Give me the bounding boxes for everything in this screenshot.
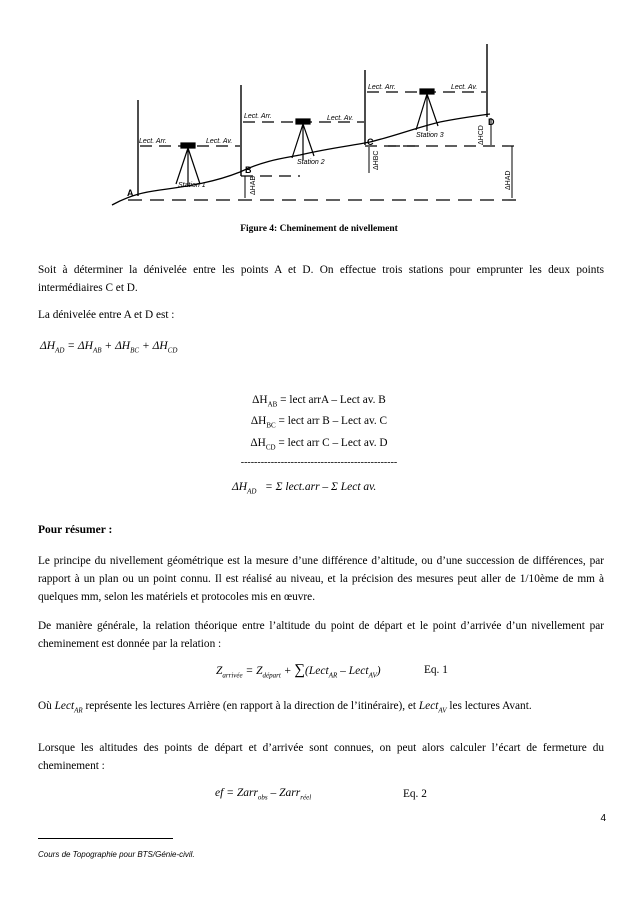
label-point-a: A bbox=[127, 188, 134, 198]
label-station3: Station 3 bbox=[416, 132, 444, 139]
label-point-b: B bbox=[245, 165, 252, 175]
section-heading: Pour résumer : bbox=[38, 524, 113, 536]
label-dh-ab: ΔHAB bbox=[250, 175, 257, 195]
paragraph-relation: De manière générale, la relation théorique entre l’altitude du point de départ et le point d’arrivée d’un nivellement par cheminement est donnée par la relation : bbox=[38, 620, 604, 650]
label-point-d: D bbox=[488, 117, 495, 127]
footer-text: Cours de Topographie pour BTS/Génie-civil. bbox=[38, 850, 195, 859]
tripod-station2 bbox=[292, 119, 314, 160]
figure-caption: Figure 4: Cheminement de nivellement bbox=[240, 224, 398, 234]
equation-2: ef = Zarr$_{obs}$ – Zarr$_{réel}$ bbox=[215, 787, 312, 802]
separator-line: ----------------------------------------------- bbox=[240, 457, 398, 468]
equation-1-label: Eq. 1 bbox=[424, 664, 448, 676]
line-dh-bc: $\Delta H_{BC}$ = lect arr B – Lect av. C bbox=[250, 415, 388, 430]
line-dh-ab: $\Delta H_{AB}$ = lect arrA – Lect av. B bbox=[252, 394, 386, 409]
denivelee-intro: La dénivelée entre A et D est : bbox=[38, 309, 175, 321]
label-lect-arr-1: Lect. Arr. bbox=[139, 138, 167, 145]
formula-sum: $\Delta H_{AD}$ = Σ lect.arr – Σ Lect av. bbox=[232, 481, 377, 496]
paragraph-principle: Le principe du nivellement géométrique est la mesure d’une différence d’altitude, ou d’une succession de différences, par rapport à un plan ou un point connu. Il est réalisé au niveau, et la précision des mesures peut aller de 1/10ème de mm à quelques mm, selon les matériels et protocoles mis en œuvre. bbox=[38, 555, 604, 603]
tripod-station1 bbox=[176, 143, 200, 186]
equation-1: $Z_{arrivée} = Z_{départ}$ + ∑(Lect$_{AR}$ – Lect$_{AV}$) bbox=[216, 662, 381, 680]
line-dh-cd: $\Delta H_{CD}$ = lect arr C – Lect av. D bbox=[250, 437, 388, 452]
label-lect-av-1: Lect. Av. bbox=[206, 138, 233, 145]
label-point-c: C bbox=[367, 137, 374, 147]
label-lect-av-3: Lect. Av. bbox=[451, 84, 478, 91]
label-dh-ad: ΔHAD bbox=[505, 170, 512, 190]
label-station1: Station 1 bbox=[178, 182, 206, 189]
intro-paragraph: Soit à déterminer la dénivelée entre les points A et D. On effectue trois stations pour emprunter les deux points intermédiaires C et D. bbox=[38, 264, 604, 294]
label-lect-arr-2: Lect. Arr. bbox=[244, 113, 272, 120]
tripod-station3 bbox=[416, 89, 438, 131]
page-number: 4 bbox=[600, 813, 606, 824]
label-lect-arr-3: Lect. Arr. bbox=[368, 84, 396, 91]
levelling-diagram bbox=[0, 0, 638, 220]
paragraph-readings: Où Lect$_{AR}$ représente les lectures Arrière (en rapport à la direction de l’itinéraire), et Lect$_{AV}$ les lectures Avant. bbox=[38, 700, 532, 715]
footer-divider bbox=[38, 838, 173, 839]
label-station2: Station 2 bbox=[297, 159, 325, 166]
label-dh-cd: ΔHCD bbox=[478, 125, 485, 145]
paragraph-closure: Lorsque les altitudes des points de départ et d’arrivée sont connues, on peut alors calculer l’écart de fermeture du cheminement : bbox=[38, 742, 604, 772]
label-dh-bc: ΔHBC bbox=[373, 150, 380, 170]
label-lect-av-2: Lect. Av. bbox=[327, 115, 354, 122]
equation-2-label: Eq. 2 bbox=[403, 788, 427, 800]
formula-main: $\Delta H_{AD} = \Delta H_{AB} + \Delta H_{BC} + \Delta H_{CD}$ bbox=[40, 340, 178, 355]
